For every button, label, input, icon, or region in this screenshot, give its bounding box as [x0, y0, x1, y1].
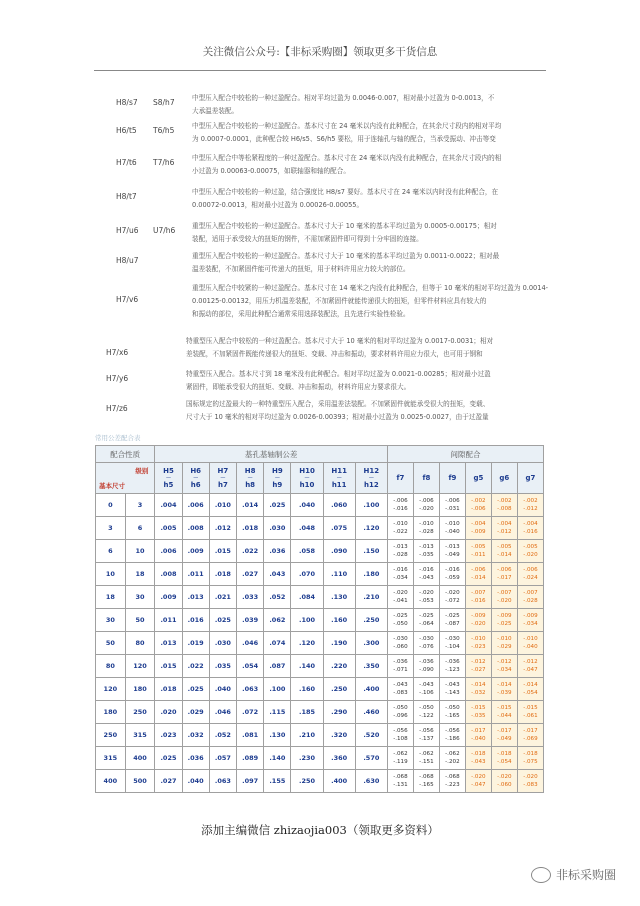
- size-to: 50: [125, 609, 155, 632]
- fit-header: g5: [465, 463, 491, 494]
- fit-deviation: -.017 -.069: [517, 724, 543, 747]
- size-to: 6: [125, 517, 155, 540]
- tolerance-value: .140: [264, 747, 291, 770]
- tolerance-value: .150: [355, 540, 387, 563]
- fit-deviation: -.056 -.108: [387, 724, 413, 747]
- tolerance-value: .033: [237, 586, 264, 609]
- tolerance-value: .090: [323, 540, 355, 563]
- tolerance-value: .100: [264, 678, 291, 701]
- fit-deviation: -.009 -.020: [465, 609, 491, 632]
- tolerance-value: .027: [155, 770, 182, 793]
- size-from: 18: [96, 586, 126, 609]
- fit-description-line: 为 0.0007-0.0001，此种配合较 H6/s5、S6/h5 要松，用于连轴孔与轴的配合，当承受振动、冲击等变: [192, 135, 496, 143]
- table-row: [96, 770, 544, 793]
- tolerance-value: .008: [155, 563, 182, 586]
- fit-deviation: -.043 -.106: [413, 678, 439, 701]
- fit-deviation: -.025 -.087: [439, 609, 465, 632]
- tolerance-value: .320: [323, 724, 355, 747]
- group-tolerance: 基孔基轴制公差: [155, 446, 388, 463]
- size-to: 30: [125, 586, 155, 609]
- tolerance-value: .097: [237, 770, 264, 793]
- fit-deviation: -.006 -.014: [465, 563, 491, 586]
- fit-deviation: -.056 -.137: [413, 724, 439, 747]
- fit-deviation: -.068 -.131: [387, 770, 413, 793]
- size-to: 500: [125, 770, 155, 793]
- tolerance-value: .300: [355, 632, 387, 655]
- corner-cell: [96, 463, 155, 494]
- fit-deviation: -.017 -.040: [465, 724, 491, 747]
- size-to: 18: [125, 563, 155, 586]
- fit-deviation: -.002 -.008: [491, 494, 517, 517]
- fit-deviation: -.030 -.060: [387, 632, 413, 655]
- tolerance-value: .062: [264, 609, 291, 632]
- tolerance-value: .570: [355, 747, 387, 770]
- fit-code: H7/u6: [116, 226, 139, 235]
- fit-description: [192, 152, 548, 178]
- fit-code: H8/u7: [116, 256, 139, 265]
- tolerance-value: .185: [291, 701, 323, 724]
- fit-deviation: -.030 -.104: [439, 632, 465, 655]
- fit-deviation: -.036 -.090: [413, 655, 439, 678]
- tolerance-value: .210: [355, 586, 387, 609]
- tolerance-value: .030: [209, 632, 236, 655]
- grade-header: H11 — h11: [323, 463, 355, 494]
- size-to: 3: [125, 494, 155, 517]
- size-from: 400: [96, 770, 126, 793]
- grade-header: H12 — h12: [355, 463, 387, 494]
- tolerance-value: .019: [182, 632, 209, 655]
- fit-deviation: -.068 -.165: [413, 770, 439, 793]
- fit-deviation: -.036 -.071: [387, 655, 413, 678]
- tolerance-value: .030: [264, 517, 291, 540]
- fit-code: H7/z6: [106, 404, 128, 413]
- tolerance-value: .120: [291, 632, 323, 655]
- fit-deviation: -.010 -.040: [517, 632, 543, 655]
- fit-description-line: 特重型压入配合中较松的一种过盈配合。基本尺寸大于 10 毫米的相对平均过盈为 0.0017-0.0031；相对: [186, 337, 494, 345]
- fit-deviation: -.020 -.083: [517, 770, 543, 793]
- tolerance-value: .015: [155, 655, 182, 678]
- page-header: 关注微信公众号:【非标采购圈】领取更多干货信息: [202, 46, 438, 58]
- fit-deviation: -.025 -.064: [413, 609, 439, 632]
- fit-deviation: -.020 -.072: [439, 586, 465, 609]
- tolerance-value: .100: [355, 494, 387, 517]
- tolerance-value: .350: [355, 655, 387, 678]
- fit-deviation: -.062 -.151: [413, 747, 439, 770]
- fit-code: H8/t7: [116, 192, 137, 201]
- fit-deviation: -.007 -.016: [465, 586, 491, 609]
- tolerance-value: .087: [264, 655, 291, 678]
- fit-code: H7/x6: [106, 348, 129, 357]
- tolerance-value: .120: [355, 517, 387, 540]
- table-title: 常用公差配合表: [95, 434, 141, 442]
- tolerance-value: .054: [237, 655, 264, 678]
- fit-deviation: -.036 -.123: [439, 655, 465, 678]
- fit-description: [192, 282, 548, 321]
- size-from: 30: [96, 609, 126, 632]
- table-row: [96, 724, 544, 747]
- fit-deviation: -.015 -.061: [517, 701, 543, 724]
- fit-deviation: -.013 -.028: [387, 540, 413, 563]
- size-from: 3: [96, 517, 126, 540]
- fit-description-line: 0.00072-0.0013，相对最小过盈为 0.00026-0.00055。: [192, 201, 364, 209]
- fit-code-alt: S8/h7: [153, 98, 175, 107]
- tolerance-value: .052: [264, 586, 291, 609]
- fit-code: H8/s7: [116, 98, 138, 107]
- tolerance-value: .040: [182, 770, 209, 793]
- fit-deviation: -.018 -.054: [491, 747, 517, 770]
- size-from: 80: [96, 655, 126, 678]
- tolerance-value: .013: [155, 632, 182, 655]
- tolerance-value: .006: [155, 540, 182, 563]
- tolerance-value: .063: [237, 678, 264, 701]
- fit-deviation: -.015 -.035: [465, 701, 491, 724]
- fit-header: f8: [413, 463, 439, 494]
- fit-description: [186, 398, 548, 424]
- tolerance-value: .036: [182, 747, 209, 770]
- tolerance-value: .022: [182, 655, 209, 678]
- tolerance-value: .058: [291, 540, 323, 563]
- tolerance-value: .006: [182, 494, 209, 517]
- grade-header: H8 — h8: [237, 463, 264, 494]
- table-row: [96, 747, 544, 770]
- tolerance-value: .018: [209, 563, 236, 586]
- tolerance-value: .040: [209, 678, 236, 701]
- table-row: [96, 678, 544, 701]
- fit-deviation: -.005 -.020: [517, 540, 543, 563]
- fit-deviation: -.009 -.034: [517, 609, 543, 632]
- fit-code: H7/y6: [106, 374, 129, 383]
- fit-deviation: -.010 -.040: [439, 517, 465, 540]
- tolerance-value: .115: [264, 701, 291, 724]
- size-from: 6: [96, 540, 126, 563]
- tolerance-value: .075: [323, 517, 355, 540]
- table-row: [96, 655, 544, 678]
- tolerance-value: .290: [323, 701, 355, 724]
- fit-deviation: -.013 -.049: [439, 540, 465, 563]
- fit-deviation: -.020 -.060: [491, 770, 517, 793]
- fit-description-line: 差装配，不加紧固件既能传递很大的扭矩、变载、冲击和振动，要求材料许用应力很大，也可用于钢和: [186, 350, 483, 358]
- tolerance-value: .074: [264, 632, 291, 655]
- fit-description-line: 紧固件，即能承受很大的扭矩、变载、冲击和振动，材料许用应力要求很大。: [186, 383, 411, 391]
- fit-deviation: -.020 -.053: [413, 586, 439, 609]
- fit-deviation: -.006 -.017: [491, 563, 517, 586]
- tolerance-value: .160: [291, 678, 323, 701]
- fit-deviation: -.004 -.012: [491, 517, 517, 540]
- fit-deviation: -.056 -.186: [439, 724, 465, 747]
- corner-size-label: 基本尺寸: [99, 482, 125, 490]
- fit-deviation: -.005 -.014: [491, 540, 517, 563]
- tolerance-value: .230: [291, 747, 323, 770]
- size-from: 50: [96, 632, 126, 655]
- fit-deviation: -.014 -.032: [465, 678, 491, 701]
- fit-deviation: -.016 -.043: [413, 563, 439, 586]
- tolerance-value: .460: [355, 701, 387, 724]
- fit-deviation: -.016 -.059: [439, 563, 465, 586]
- fit-deviation: -.002 -.006: [465, 494, 491, 517]
- tolerance-value: .008: [182, 517, 209, 540]
- tolerance-table: [95, 445, 544, 793]
- tolerance-value: .020: [155, 701, 182, 724]
- fit-description: [192, 92, 548, 118]
- fit-header: f9: [439, 463, 465, 494]
- tolerance-value: .036: [264, 540, 291, 563]
- tolerance-value: .039: [237, 609, 264, 632]
- table-row: [96, 632, 544, 655]
- size-to: 180: [125, 678, 155, 701]
- tolerance-value: .027: [237, 563, 264, 586]
- tolerance-value: .081: [237, 724, 264, 747]
- tolerance-value: .400: [323, 770, 355, 793]
- grade-header: H10 — h10: [291, 463, 323, 494]
- size-from: 250: [96, 724, 126, 747]
- fit-deviation: -.015 -.044: [491, 701, 517, 724]
- table-row: [96, 563, 544, 586]
- size-to: 10: [125, 540, 155, 563]
- size-to: 315: [125, 724, 155, 747]
- tolerance-value: .025: [264, 494, 291, 517]
- tolerance-value: .130: [264, 724, 291, 747]
- fit-description-line: 重型压入配合中较松的一种过盈配合。基本尺寸大于 10 毫米的基本平均过盈为 0.0005-0.00175；相对: [192, 222, 497, 230]
- fit-deviation: -.010 -.028: [413, 517, 439, 540]
- fit-description-line: 0.00125-0.00132，用压力机温差装配，不加紧固件就能传递很大的扭矩，但零件材料应具有较大的: [192, 297, 487, 305]
- tolerance-value: .046: [209, 701, 236, 724]
- tolerance-value: .018: [155, 678, 182, 701]
- fit-description: [192, 250, 548, 276]
- tolerance-value: .040: [291, 494, 323, 517]
- size-to: 250: [125, 701, 155, 724]
- tolerance-value: .015: [209, 540, 236, 563]
- size-to: 80: [125, 632, 155, 655]
- tolerance-value: .084: [291, 586, 323, 609]
- tolerance-value: .063: [209, 770, 236, 793]
- fit-deviation: -.020 -.041: [387, 586, 413, 609]
- tolerance-value: .089: [237, 747, 264, 770]
- tolerance-value: .100: [291, 609, 323, 632]
- fit-header: g6: [491, 463, 517, 494]
- table-row: [96, 494, 544, 517]
- fit-deviation: -.004 -.016: [517, 517, 543, 540]
- tolerance-value: .009: [182, 540, 209, 563]
- tolerance-value: .025: [209, 609, 236, 632]
- tolerance-value: .022: [237, 540, 264, 563]
- size-from: 315: [96, 747, 126, 770]
- tolerance-value: .520: [355, 724, 387, 747]
- fit-description: [192, 120, 548, 146]
- size-from: 120: [96, 678, 126, 701]
- tolerance-value: .130: [323, 586, 355, 609]
- fit-deviation: -.005 -.011: [465, 540, 491, 563]
- table-row: [96, 517, 544, 540]
- fit-description-line: 中型压入配合中较松的一种过盈配合。相对平均过盈为 0.0046-0.007，相对最小过盈为 0-0.0013，不: [192, 94, 495, 102]
- fit-deviation: -.017 -.049: [491, 724, 517, 747]
- tolerance-value: .012: [209, 517, 236, 540]
- fit-header: f7: [387, 463, 413, 494]
- brand-logo-text: 非标采购圈: [555, 868, 616, 882]
- tolerance-value: .016: [182, 609, 209, 632]
- fit-deviation: -.016 -.034: [387, 563, 413, 586]
- tolerance-value: .400: [355, 678, 387, 701]
- fit-deviation: -.062 -.119: [387, 747, 413, 770]
- tolerance-value: .021: [209, 586, 236, 609]
- tolerance-table-section: [95, 433, 544, 793]
- grade-header: H5 — h5: [155, 463, 182, 494]
- brand-logo: [531, 866, 616, 883]
- fit-description: [186, 368, 548, 394]
- fit-deviation: -.062 -.202: [439, 747, 465, 770]
- tolerance-value: .005: [155, 517, 182, 540]
- fit-deviation: -.006 -.031: [439, 494, 465, 517]
- tolerance-value: .011: [182, 563, 209, 586]
- grade-header: H6 — h6: [182, 463, 209, 494]
- fit-deviation: -.030 -.076: [413, 632, 439, 655]
- tolerance-value: .060: [323, 494, 355, 517]
- tolerance-value: .070: [291, 563, 323, 586]
- table-row: [96, 586, 544, 609]
- tolerance-value: .043: [264, 563, 291, 586]
- fit-deviation: -.010 -.023: [465, 632, 491, 655]
- group-fit-type: 配合性质: [96, 446, 155, 463]
- tolerance-value: .010: [209, 494, 236, 517]
- fit-deviation: -.012 -.027: [465, 655, 491, 678]
- fit-deviation: -.018 -.043: [465, 747, 491, 770]
- fit-code-alt: T7/h6: [153, 158, 175, 167]
- fit-description-line: 温差装配，不加紧固件能可传递大的扭矩，用于材料许用应力较大的部位。: [192, 265, 410, 273]
- fit-code: H7/t6: [116, 158, 137, 167]
- fit-description-line: 重型压入配合中较紧的一种过盈配合。基本尺寸在 14 毫米之内没有此种配合，但等于 10 毫米的相对平均过盈为 0.0014-: [192, 284, 548, 292]
- fit-code: H6/t5: [116, 126, 137, 135]
- size-from: 180: [96, 701, 126, 724]
- wechat-icon: [531, 867, 551, 883]
- tolerance-value: .180: [355, 563, 387, 586]
- tolerance-value: .155: [264, 770, 291, 793]
- fit-deviation: -.004 -.009: [465, 517, 491, 540]
- tolerance-value: .004: [155, 494, 182, 517]
- tolerance-value: .630: [355, 770, 387, 793]
- fit-deviation: -.050 -.096: [387, 701, 413, 724]
- fit-description-line: 重型压入配合中较松的一种过盈配合。基本尺寸大于 10 毫米的基本平均过盈为 0.0011-0.0022；相对最: [192, 252, 500, 260]
- tolerance-value: .110: [323, 563, 355, 586]
- fit-deviation: -.013 -.035: [413, 540, 439, 563]
- fit-description-line: 国标规定的过盈最大的一种特重型压入配合，采用温差法装配。不加紧固件就能承受很大的扭矩，变载、: [186, 400, 490, 408]
- group-clearance: 间隙配合: [387, 446, 543, 463]
- fit-deviation: -.010 -.022: [387, 517, 413, 540]
- fit-deviation: -.050 -.122: [413, 701, 439, 724]
- size-from: 10: [96, 563, 126, 586]
- tolerance-value: .025: [155, 747, 182, 770]
- fit-description: [192, 220, 548, 246]
- fit-deviation: -.020 -.047: [465, 770, 491, 793]
- grade-header: H9 — h9: [264, 463, 291, 494]
- fit-deviation: -.043 -.083: [387, 678, 413, 701]
- tolerance-value: .140: [291, 655, 323, 678]
- tolerance-value: .035: [209, 655, 236, 678]
- tolerance-value: .023: [155, 724, 182, 747]
- fit-deviation: -.018 -.075: [517, 747, 543, 770]
- fit-description-line: 中型压入配合中等松紧程度的一种过盈配合。基本尺寸在 24 毫米以内没有此种配合，在其余尺寸段内的相: [192, 154, 502, 162]
- size-to: 400: [125, 747, 155, 770]
- table-row: [96, 701, 544, 724]
- header-divider: [94, 70, 546, 71]
- grade-header: H7 — h7: [209, 463, 236, 494]
- fit-description-line: 和振动的部位，采用此种配合通常采用选择装配法，且先进行实验性检验。: [192, 310, 410, 318]
- fit-description-line: 中型压入配合中较松的一种过盈，结合强度比 H8/s7 要好。基本尺寸在 24 毫米以内时没有此种配合，在: [192, 188, 499, 196]
- tolerance-value: .011: [155, 609, 182, 632]
- fit-deviation: -.002 -.012: [517, 494, 543, 517]
- tolerance-value: .250: [355, 609, 387, 632]
- fit-code-alt: U7/h6: [153, 226, 176, 235]
- corner-grade-label: 级别: [135, 467, 149, 475]
- fit-description: [192, 186, 548, 212]
- fit-deviation: -.014 -.039: [491, 678, 517, 701]
- tolerance-value: .052: [209, 724, 236, 747]
- fit-deviation: -.007 -.028: [517, 586, 543, 609]
- fit-description-line: 中型压入配合中较松的一种过盈配合。基本尺寸在 24 毫米以内没有此种配合，在其余尺寸段内的相对平均: [192, 122, 502, 130]
- tolerance-value: .013: [182, 586, 209, 609]
- page-footer: 添加主编微信 zhizaojia003（领取更多资料）: [201, 823, 439, 837]
- fit-code: H7/v6: [116, 295, 139, 304]
- fit-description-line: 大承温差装配。: [192, 107, 239, 115]
- table-row: [96, 540, 544, 563]
- tolerance-value: .018: [237, 517, 264, 540]
- tolerance-value: .046: [237, 632, 264, 655]
- fit-deviation: -.007 -.020: [491, 586, 517, 609]
- tolerance-value: .032: [182, 724, 209, 747]
- fit-code-alt: T6/h5: [153, 126, 175, 135]
- tolerance-value: .160: [323, 609, 355, 632]
- tolerance-value: .250: [291, 770, 323, 793]
- fit-deviation: -.006 -.020: [413, 494, 439, 517]
- tolerance-value: .025: [182, 678, 209, 701]
- fit-description-line: 装配，适用于承受较大的扭矩的钢件，不需加紧固件即可得到十分牢固的连接。: [192, 235, 423, 243]
- fit-deviation: -.010 -.029: [491, 632, 517, 655]
- fit-deviation: -.050 -.165: [439, 701, 465, 724]
- tolerance-value: .220: [323, 655, 355, 678]
- fit-deviation: -.009 -.025: [491, 609, 517, 632]
- tolerance-value: .048: [291, 517, 323, 540]
- tolerance-value: .360: [323, 747, 355, 770]
- fit-deviation: -.043 -.143: [439, 678, 465, 701]
- tolerance-value: .009: [155, 586, 182, 609]
- fit-description-line: 尺寸大于 10 毫米的相对平均过盈为 0.0026-0.00393；相对最小过盈为 0.0025-0.0027，由于过盈量: [186, 413, 489, 421]
- tolerance-value: .014: [237, 494, 264, 517]
- fit-description-line: 特重型压入配合。基本尺寸到 18 毫米没有此种配合。相对平均过盈为 0.0021-0.00285；相对最小过盈: [186, 370, 491, 378]
- fit-deviation: -.006 -.016: [387, 494, 413, 517]
- tolerance-value: .190: [323, 632, 355, 655]
- fit-deviation: -.012 -.047: [517, 655, 543, 678]
- fit-deviation: -.014 -.054: [517, 678, 543, 701]
- table-row: [96, 609, 544, 632]
- fit-deviation: -.006 -.024: [517, 563, 543, 586]
- fit-deviation: -.068 -.223: [439, 770, 465, 793]
- tolerance-value: .029: [182, 701, 209, 724]
- size-to: 120: [125, 655, 155, 678]
- tolerance-value: .250: [323, 678, 355, 701]
- size-from: 0: [96, 494, 126, 517]
- tolerance-value: .057: [209, 747, 236, 770]
- tolerance-value: .072: [237, 701, 264, 724]
- fit-header: g7: [517, 463, 543, 494]
- fit-deviation: -.012 -.034: [491, 655, 517, 678]
- fit-description-line: 小过盈为 0.00063-0.00075，如联轴器和轴的配合。: [192, 167, 350, 175]
- tolerance-value: .210: [291, 724, 323, 747]
- fit-deviation: -.025 -.050: [387, 609, 413, 632]
